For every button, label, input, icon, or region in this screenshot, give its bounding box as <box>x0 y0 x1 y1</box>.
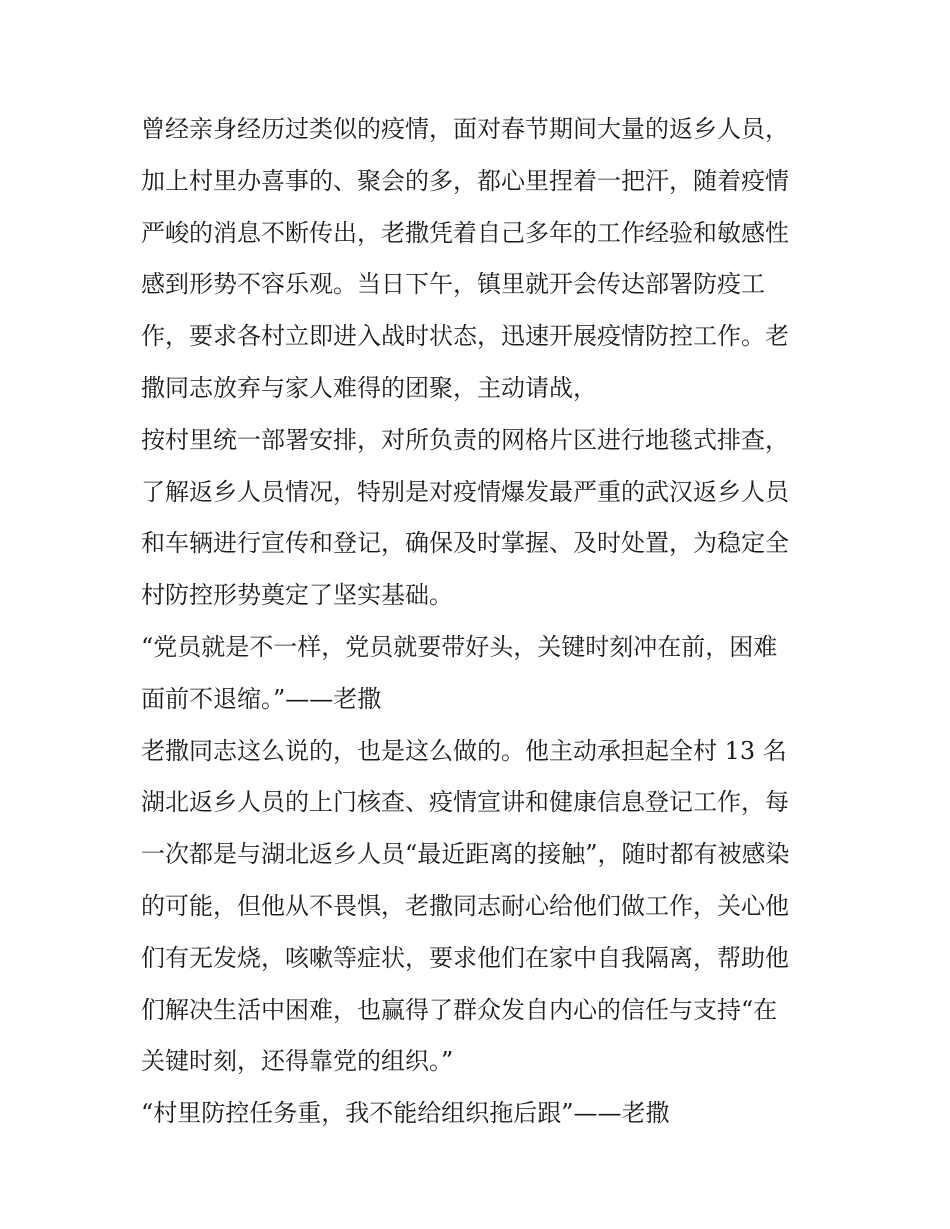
text-line: 感到形势不容乐观。当日下午，镇里就开会传达部署防疫工 <box>141 270 765 299</box>
document-body <box>141 104 821 1140</box>
text-line: 老撒同志这么说的，也是这么做的。他主动承担起全村 13 名 <box>141 736 787 765</box>
text-line: 们解决生活中困难，也赢得了群众发自内心的信任与支持“在 <box>141 995 778 1024</box>
text-line: 加上村里办喜事的、聚会的多，都心里捏着一把汗，随着疫情 <box>141 166 789 195</box>
text-line: 和车辆进行宣传和登记，确保及时掌握、及时处置，为稳定全 <box>141 529 789 558</box>
quote-line: 面前不退缩。”——老撒 <box>141 684 382 713</box>
quote-line: “村里防控任务重，我不能给组织拖后跟”——老撒 <box>141 1099 670 1128</box>
text-line: 撒同志放弃与家人难得的团聚，主动请战， <box>141 373 597 402</box>
text-line: 曾经亲身经历过类似的疫情，面对春节期间大量的返乡人员， <box>141 115 789 143</box>
text-line: 的可能，但他从不畏惧，老撒同志耐心给他们做工作，关心他 <box>141 891 789 920</box>
text-line: 关键时刻，还得靠党的组织。” <box>141 1047 454 1076</box>
text-line: 严峻的消息不断传出，老撒凭着自己多年的工作经验和敏感性 <box>141 218 789 247</box>
quote-line: “党员就是不一样，党员就要带好头，关键时刻冲在前，困难 <box>141 632 778 661</box>
text-line: 村防控形势奠定了坚实基础。 <box>141 581 453 610</box>
text-line: 作，要求各村立即进入战时状态，迅速开展疫情防控工作。老 <box>141 322 789 351</box>
text-line: 按村里统一部署安排，对所负责的网格片区进行地毯式排查， <box>141 425 789 454</box>
text-line: 们有无发烧，咳嗽等症状，要求他们在家中自我隔离，帮助他 <box>141 943 789 972</box>
text-line: 了解返乡人员情况，特别是对疫情爆发最严重的武汉返乡人员 <box>141 477 789 506</box>
text-line: 湖北返乡人员的上门核查、疫情宣讲和健康信息登记工作，每 <box>141 788 789 817</box>
text-line: 一次都是与湖北返乡人员“最近距离的接触”，随时都有被感染 <box>141 840 790 869</box>
